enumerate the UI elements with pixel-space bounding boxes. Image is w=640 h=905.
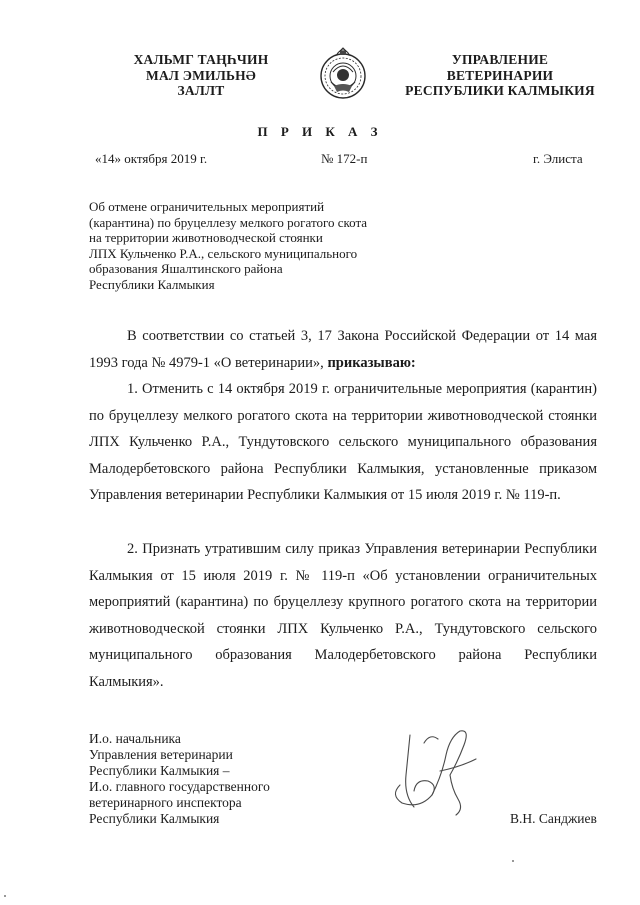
signatory-position [89,731,270,826]
header-right-line-3: РЕСПУБЛИКИ КАЛМЫКИЯ [405,83,595,98]
preamble-text: В соответствии со статьей 3, 17 Закона Российской Федерации от 14 мая 1993 года № 4979-1 «О ветеринарии», [89,328,597,371]
header-left-line-1: ХАЛЬМГ ТАҢҺЧИН [133,52,269,67]
order-date: «14» октября 2019 г. [95,151,208,166]
order-number: № 172-п [321,151,368,166]
subject-line: образования Яшалтинского района [89,261,283,277]
header-right-line-1: УПРАВЛЕНИЕ [451,52,549,67]
header-right-block [400,52,600,99]
header-left-line-2: МАЛ ЭМИЛЬНӘ [146,67,256,83]
subject-line: ЛПХ Кульченко Р.А., сельского муниципального [89,245,358,261]
order-verb: приказываю: [327,354,416,371]
position-line: И.о. главного государственного [89,778,270,794]
handwritten-signature-icon [380,715,500,825]
subject-line: Республики Калмыкия [89,276,215,292]
preamble-paragraph [89,323,597,376]
header-left-block [96,52,306,99]
order-item-2: 2. Признать утратившим силу приказ Управления ветеринарии Республики Калмыкия от 15 июля 2019 г. № 119-п «Об установлении ограничительных мероприятий (карантина) по бруцеллезу крупного рогатого скота на территории животноводческой стоянки ЛПХ Кульченко Р.А., Тундутовского сельского муниципального образования Малодербетовского района Республики Калмыкия». [89,541,597,690]
order-city: г. Элиста [533,151,583,166]
position-line: Управления ветеринарии [89,746,233,762]
position-line: ветеринарного инспектора [89,794,242,810]
position-line: Республики Калмыкия [89,810,220,826]
position-line: Республики Калмыкия – [89,762,230,778]
order-item-1: 1. Отменить с 14 октября 2019 г. ограничительные мероприятия (карантин) по бруцеллезу мелкого рогатого скота на территории животноводческой стоянки ЛПХ Кульченко Р.А., Тундутовского сельского муниципального образования Малодербетовского района Республики Калмыкия, установленные приказом Управления ветеринарии Республики Калмыкия от 15 июля 2019 г. № 119-п. [89,381,597,504]
scan-speck [4,895,6,897]
subject-line: (карантина) по бруцеллезу мелкого рогатого скота [89,214,368,230]
kalmykia-emblem-icon [319,42,367,104]
header-right-line-2: ВЕТЕРИНАРИИ [446,67,554,83]
order-subject [89,199,409,293]
subject-line: на территории животноводческой стоянки [89,230,323,246]
scan-speck [512,860,514,862]
subject-line: Об отмене ограничительных мероприятий [89,199,325,214]
position-line: И.о. начальника [89,731,181,746]
signer-name: В.Н. Санджиев [510,811,597,826]
document-title: П Р И К А З [257,124,383,139]
header-left-line-3: ЗАЛЛТ [177,83,225,98]
